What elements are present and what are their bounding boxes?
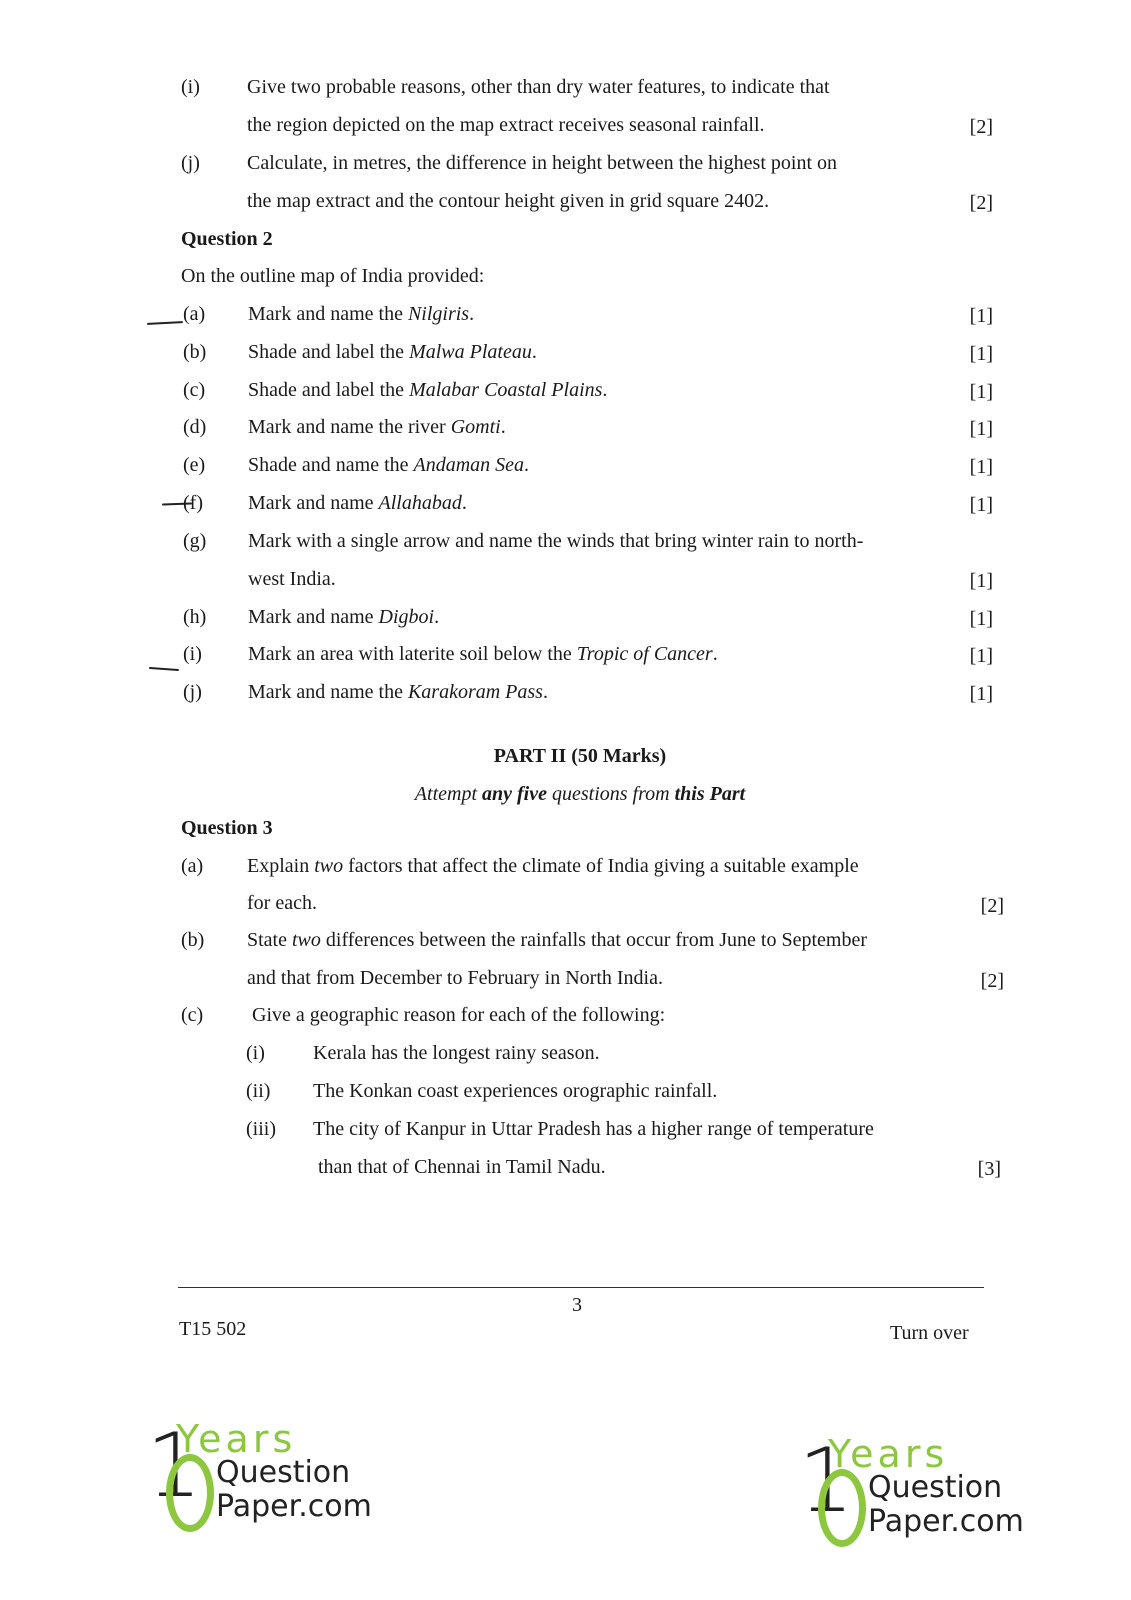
logo-zero-ring <box>818 1469 866 1547</box>
marks: [1] <box>969 683 993 705</box>
question-2-intro: On the outline map of India provided: <box>181 265 485 287</box>
site-logo-right: 1 Years Question Paper.com <box>798 1435 1028 1575</box>
turn-over: Turn over <box>890 1322 969 1344</box>
part-2-instructions: Attempt any five questions from this Part <box>414 783 746 805</box>
marks: [1] <box>969 608 993 630</box>
question-2-heading: Question 2 <box>181 228 273 250</box>
marks: [1] <box>969 494 993 516</box>
question-3-heading: Question 3 <box>181 817 273 839</box>
pen-mark <box>147 321 183 325</box>
marks: [1] <box>969 343 993 365</box>
part-2-title: PART II (50 Marks) <box>493 745 667 767</box>
page-number: 3 <box>572 1294 582 1316</box>
marks: [3] <box>977 1158 1001 1180</box>
site-logo-left: 1 Years Question Paper.com <box>146 1420 376 1560</box>
footer-rule <box>178 1287 984 1288</box>
marks: [1] <box>969 570 993 592</box>
marks: [2] <box>980 970 1004 992</box>
marks: [1] <box>969 456 993 478</box>
marks: [2] <box>969 192 993 214</box>
marks: [1] <box>969 381 993 403</box>
marks: [1] <box>969 305 993 327</box>
marks: [2] <box>969 116 993 138</box>
exam-page: (i) Give two probable reasons, other than dry water features, to indicate that the region depicted on the map extract receives seasonal rainfall. [2] (j) Calculate, in metres, the difference in height between the highest point on the map extract and the contour height given in grid square 2402. [2] Question 2 On the outline map of India provided: (a) Mark and name the Nilgiris. [1] (b) Shade and label the Malwa Plateau. [1] (c) Shade and label the Malabar Coastal Plains. [1] (d) Mark and name the river Gomti. [1] (e) Shade and name the Andaman Sea. [1] (f) Mark and name Allahabad. [1] (g) Mark with a single arrow and name the winds that bring winter rain to north- west India. [1] (h) Mark and name Digboi. [1] (i) Mark an area with laterite soil below the Tropic of Cancer. [1] (j) Mark and name the Karakoram Pass. [1] PART II (50 Marks) Attempt any five questions from this Part Question 3 (a) Explain two factors that affect the climate of India giving a suitable example for each. [2] (b) State two differences between the rainfalls that occur from June to September and that from December to February in North India. [2] (c) Give a geographic reason for each of the following: (i) Kerala has the longest rainy season. (ii) The Konkan coast experiences orographic rainfall. (iii) The city of Kanpur in Uttar Pradesh has a higher range of temperature than that of Chennai in Tamil Nadu. [3] 3 T15 502 Turn over 1 Years Question Paper.com 1 Years Question Paper.com <box>0 0 1131 1600</box>
marks: [1] <box>969 418 993 440</box>
logo-zero-ring <box>166 1454 214 1532</box>
marks: [1] <box>969 645 993 667</box>
marks: [2] <box>980 895 1004 917</box>
pen-mark <box>149 667 179 671</box>
paper-code: T15 502 <box>179 1318 247 1340</box>
